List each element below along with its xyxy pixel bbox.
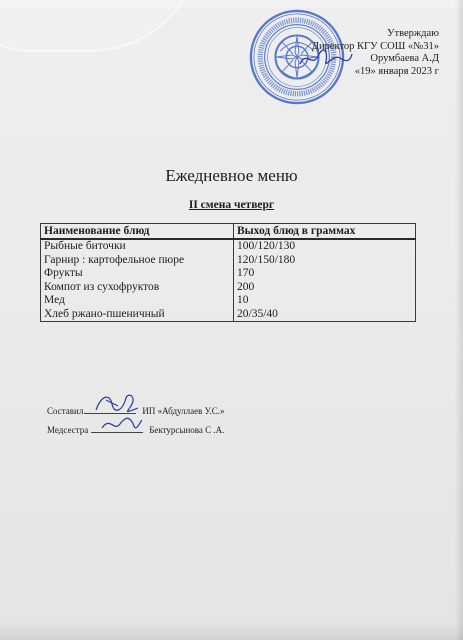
signature-icon [92, 390, 142, 416]
nurse-label: Медсестра [47, 425, 89, 435]
table-row [41, 239, 416, 254]
nurse-name: Бектурсынова С .А. [149, 425, 225, 435]
dish-portion: 170 [234, 267, 416, 281]
page-title: Ежедневное меню [165, 166, 298, 185]
dish-portion: 10 [234, 294, 416, 308]
dish-name: Компот из сухофруктов [41, 281, 234, 295]
table-row [41, 254, 416, 268]
column-header-portion: Выход блюд в граммах [234, 224, 416, 240]
approval-position: Директор КГУ СОШ «№31» [311, 40, 439, 52]
dish-name: Хлеб ржано-пшеничный [41, 308, 234, 322]
approval-date: «19» января 2023 г [354, 65, 439, 77]
sheet-protector-edge [0, 0, 202, 52]
approval-title: Утверждаю [387, 28, 439, 39]
page-shadow-bottom [0, 622, 463, 640]
compiled-by-name: ИП «Абдуллаев У.С.» [142, 406, 225, 416]
dish-name: Фрукты [41, 267, 234, 281]
page-subtitle: II смена четверг [188, 199, 275, 211]
table-row [41, 294, 416, 308]
dish-portion: 20/35/40 [234, 308, 416, 322]
dish-name: Гарнир : картофельное пюре [41, 254, 234, 268]
dish-portion: 200 [234, 281, 416, 295]
table-row [41, 308, 416, 322]
table-header-row [41, 224, 416, 240]
dish-portion: 100/120/130 [234, 239, 416, 254]
menu-table [40, 223, 416, 322]
dish-name: Мед [41, 294, 234, 308]
signature-icon [100, 414, 144, 434]
signature-icon [298, 48, 354, 70]
compiled-by-label: Составил [47, 406, 84, 416]
page-shadow [455, 0, 463, 640]
approval-signer: Орумбаева А.Д [370, 53, 439, 64]
dish-name: Рыбные биточки [41, 239, 234, 254]
column-header-dish: Наименование блюд [41, 224, 234, 240]
table-row [41, 281, 416, 295]
table-row [41, 267, 416, 281]
dish-portion: 120/150/180 [234, 254, 416, 268]
